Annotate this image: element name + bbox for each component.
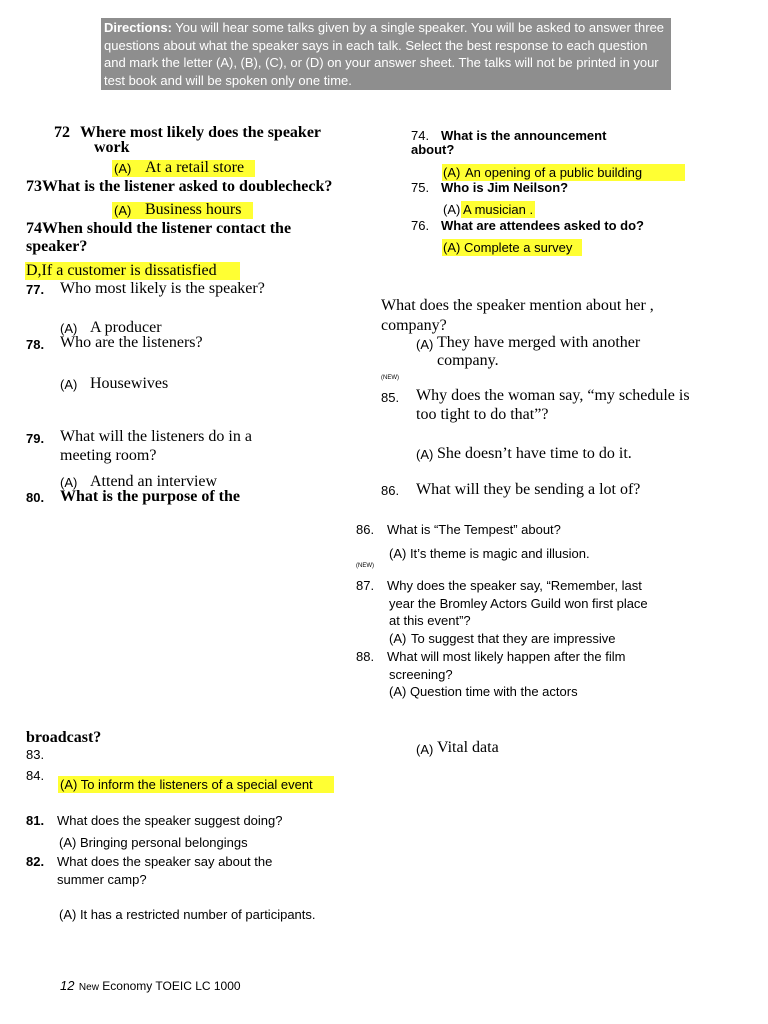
q72-number: 72 [54, 124, 70, 141]
q85-question-line2: too tight to do that”? [416, 406, 549, 423]
q78-number: 78. [26, 337, 45, 352]
q81-answer: (A) Bringing personal belongings [59, 835, 248, 850]
page-footer [60, 977, 241, 995]
q75-answer: A musician . [463, 202, 534, 217]
q85-question-line1: Why does the woman say, “my schedule is [416, 387, 690, 404]
q79-number: 79. [26, 431, 45, 446]
q85-number: 85. [381, 390, 400, 405]
q74-left-question-line2: speaker? [26, 238, 88, 255]
q85-option-label: (A) [416, 447, 434, 462]
q80-question-continued: broadcast? [26, 729, 102, 746]
q78-question: Who are the listeners? [60, 334, 203, 351]
q82-question-line2: summer camp? [57, 872, 147, 887]
q80-question: What is the purpose of the [60, 488, 241, 505]
q86a-question: What will they be sending a lot of? [416, 481, 641, 498]
qcompany-option-label: (A) [416, 337, 434, 352]
vital-answer: Vital data [437, 739, 499, 756]
q74-right-question-line2: about? [411, 142, 455, 157]
q75-option-label: (A) [443, 202, 461, 217]
q75-question: Who is Jim Neilson? [441, 180, 569, 195]
directions-label: Directions: [104, 20, 172, 35]
q74-right-answer-text: An opening of a public building [465, 165, 643, 180]
q76-option-label: (A) [443, 240, 461, 255]
q87-option-label: (A) [389, 631, 407, 646]
directions-box [101, 18, 671, 90]
q74-right-answer [442, 164, 685, 181]
q87-question-line2: year the Bromley Actors Guild won first place [389, 596, 648, 611]
q84-answer [58, 776, 334, 793]
page-number: 12 [60, 978, 75, 993]
q88-answer: (A) Question time with the actors [389, 684, 578, 699]
q74-left-question-line1: 74When should the listener contact the [26, 220, 292, 237]
qcompany-question-line2: company? [381, 317, 447, 334]
q82-question-line1: What does the speaker say about the [57, 854, 273, 869]
qcompany-question-line1: What does the speaker mention about her , [381, 297, 654, 314]
qcompany-answer-line1: They have merged with another [437, 334, 641, 351]
q79-question-line1: What will the listeners do in a [60, 428, 252, 445]
q76-question: What are attendees asked to do? [441, 218, 644, 233]
q86b-answer: (A) It’s theme is magic and illusion. [389, 546, 590, 561]
q78-answer: Housewives [90, 375, 169, 392]
q86a-number: 86. [381, 483, 400, 498]
q72-answer [112, 160, 255, 177]
q74-left-answer: D,If a customer is dissatisfied [25, 262, 240, 280]
q77-answer: A producer [90, 319, 162, 336]
footer-book-title: Economy TOEIC LC 1000 [98, 979, 241, 993]
q86b-question: What is “The Tempest” about? [387, 522, 561, 537]
q73-answer-text: Business hours [145, 201, 242, 218]
q76-answer-text: Complete a survey [464, 240, 573, 255]
q87-answer: To suggest that they are impressive [411, 631, 616, 646]
new-tag-2: (NEW) [356, 563, 374, 569]
q81-number: 81. [26, 813, 45, 828]
q79-answer: Attend an interview [90, 473, 218, 490]
q80-number: 80. [26, 490, 45, 505]
q72-question-line1: Where most likely does the speaker [80, 124, 322, 141]
q87-question-line1: Why does the speaker say, “Remember, last [387, 578, 642, 593]
q81-question: What does the speaker suggest doing? [57, 813, 283, 828]
q79-option-label: (A) [60, 475, 78, 490]
q75-number: 75. [411, 180, 430, 195]
q73-question: 73What is the listener asked to doublecheck? [26, 178, 333, 195]
q79-question-line2: meeting room? [60, 447, 157, 464]
q74-right-question-line1: What is the announcement [441, 128, 607, 143]
q77-question: Who most likely is the speaker? [60, 280, 265, 297]
q88-question-line2: screening? [389, 667, 453, 682]
q82-number: 82. [26, 854, 45, 869]
directions-text: You will hear some talks given by a single speaker. You will be asked to answer three questions about what the speaker says in each talk. Select the best response to each question and mark the letter (A), (B), (C), or (D) on your answer sheet. The talks will not be printed in your test book and will be spoken only one time. [104, 20, 665, 88]
q72-option-label: (A) [114, 161, 132, 176]
qcompany-answer-line2: company. [437, 352, 499, 369]
q83-number: 83. [26, 747, 45, 762]
q84-number: 84. [26, 768, 45, 783]
q82-answer: (A) It has a restricted number of participants. [59, 907, 316, 922]
q87-number: 87. [356, 578, 375, 593]
footer-book-prefix: New [78, 982, 99, 993]
q88-number: 88. [356, 649, 375, 664]
q87-question-line3: at this event”? [389, 613, 471, 628]
q86b-number: 86. [356, 522, 375, 537]
q84-answer-text: (A) To inform the listeners of a special event [60, 777, 313, 792]
q77-number: 77. [26, 282, 45, 297]
q72-question-line2: work [94, 139, 130, 156]
q76-answer [442, 239, 582, 256]
q76-number: 76. [411, 218, 430, 233]
q88-question-line1: What will most likely happen after the film [387, 649, 626, 664]
q74-right-option-label: (A) [443, 165, 461, 180]
q73-option-label: (A) [114, 203, 132, 218]
q78-option-label: (A) [60, 377, 78, 392]
new-tag-1: (NEW) [381, 375, 399, 381]
vital-option-label: (A) [416, 742, 434, 757]
q74-right-number: 74. [411, 128, 430, 143]
q77-option-label: (A) [60, 321, 78, 336]
q73-answer [112, 202, 253, 219]
q72-answer-text: At a retail store [145, 159, 245, 176]
q85-answer: She doesn’t have time to do it. [437, 445, 632, 462]
